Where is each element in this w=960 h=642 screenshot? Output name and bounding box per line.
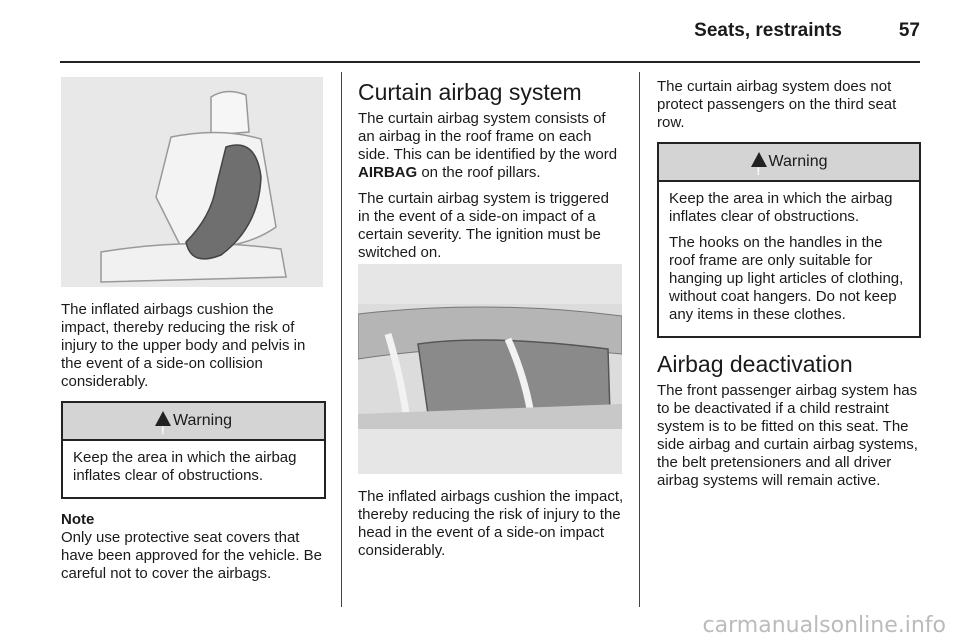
middle-paragraph-2: The curtain airbag system is triggered in the event of a side-on impact of a certain severity. The ignition must be switched on. — [358, 190, 609, 261]
note-text: Only use protective seat covers that have been approved for the vehicle. Be careful not to cover the airbags. — [61, 529, 323, 582]
warning-header — [63, 403, 324, 441]
warning-title-right: Warning — [768, 153, 828, 170]
airbag-word: AIRBAG — [358, 164, 418, 181]
warning-title: Warning — [173, 412, 232, 429]
warning-body — [63, 441, 324, 497]
note-title: Note — [61, 511, 95, 528]
middle-column — [358, 78, 624, 270]
warning-text-right-1: Keep the area in which the airbag inflates clear of obstructions. — [669, 190, 893, 225]
warning-triangle-icon — [155, 411, 171, 426]
header-rule — [60, 61, 920, 63]
warning-header-right — [659, 144, 919, 182]
warning-box-right — [657, 142, 921, 338]
page-number: 57 — [898, 20, 920, 41]
section-heading-airbag-deactivation: Airbag deactivation — [657, 351, 853, 377]
header-title: Seats, restraints — [694, 20, 842, 41]
left-column — [61, 301, 326, 583]
page-header — [0, 18, 960, 48]
watermark: carmanualsonline.info — [702, 613, 946, 638]
warning-triangle-icon — [751, 152, 767, 167]
section-heading-curtain-airbag: Curtain airbag system — [358, 79, 582, 105]
middle-paragraph-1: The curtain airbag system consists of an airbag in the roof frame on each side. This can be identified by the word AIRBAG on the roof pillars. — [358, 110, 618, 181]
right-paragraph-1: The curtain airbag system does not protect passengers on the third seat row. — [657, 78, 897, 131]
warning-text-right-2: The hooks on the handles in the roof frame are only suitable for hanging up light articles of clothing, without coat hangers. Do not keep any items in these clothes. — [669, 234, 904, 323]
right-column — [657, 78, 921, 498]
column-divider-left — [341, 72, 342, 607]
curtain-airbag-illustration — [358, 264, 622, 474]
warning-text: Keep the area in which the airbag inflates clear of obstructions. — [73, 449, 297, 484]
column-divider-right — [639, 72, 640, 607]
side-airbag-seat-illustration — [61, 77, 323, 287]
middle-column-bottom — [358, 488, 624, 568]
middle-paragraph-3: The inflated airbags cushion the impact, thereby reducing the risk of injury to the head in the event of a side-on impact considerably. — [358, 488, 624, 559]
right-paragraph-2: The front passenger airbag system has to be deactivated if a child restraint system is to be fitted on this seat. The side airbag and curtain airbag systems, the belt pretensioners and all driver airbag systems will remain active. — [657, 382, 918, 489]
warning-box — [61, 401, 326, 499]
left-paragraph: The inflated airbags cushion the impact, thereby reducing the risk of injury to the upper body and pelvis in the event of a side-on collision considerably. — [61, 301, 306, 390]
warning-body-right — [659, 182, 919, 336]
